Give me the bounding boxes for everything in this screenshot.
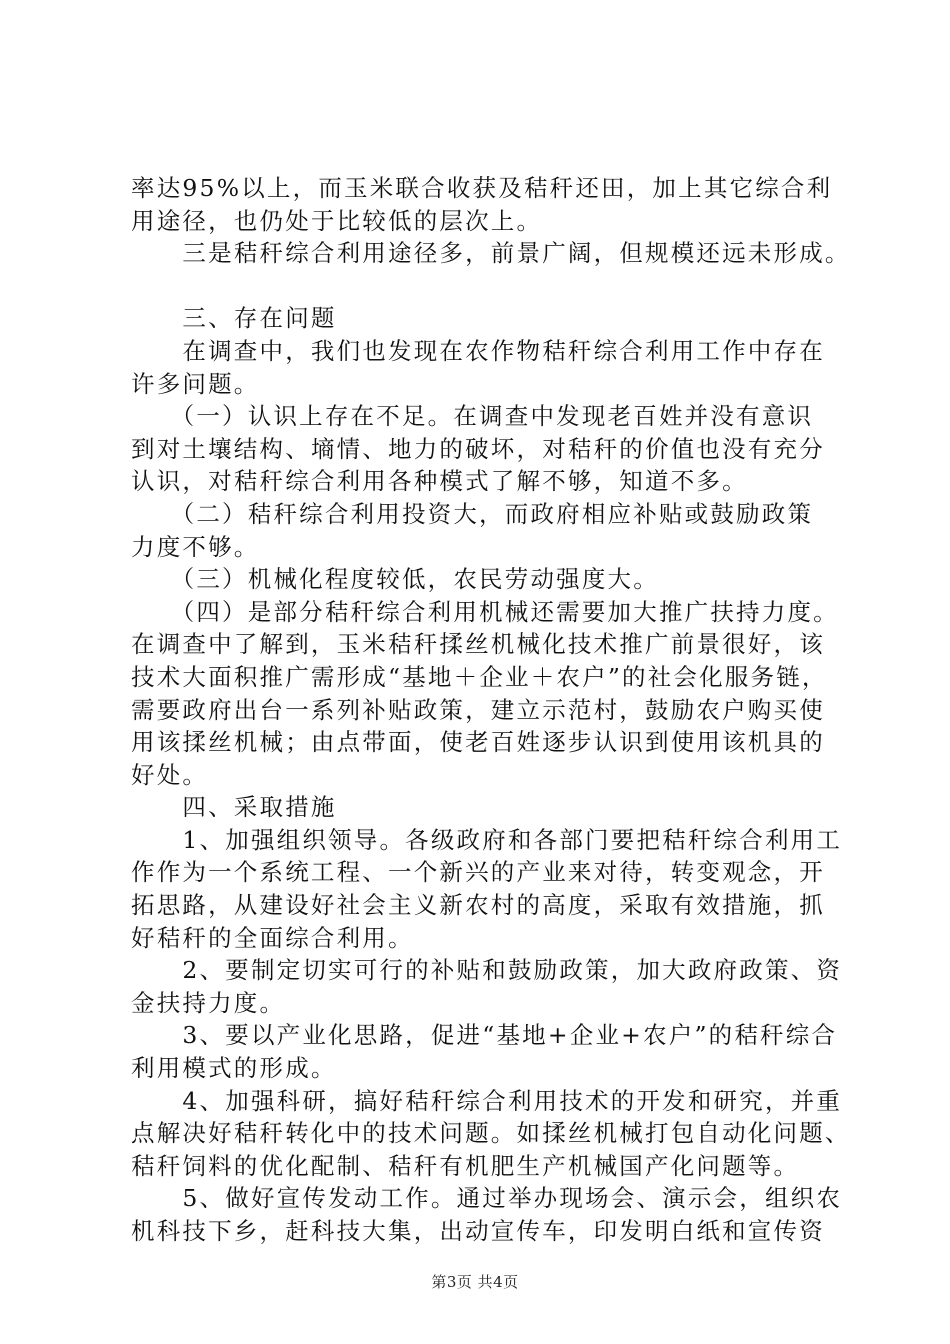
text-line: （二）秸秆综合利用投资大，而政府相应补贴或鼓励政策 xyxy=(131,499,814,528)
text-line: 3、要以产业化思路，促进“基地+企业+农户”的秸秆综合 xyxy=(131,1021,838,1050)
text-line: 机科技下乡，赶科技大集，出动宣传车，印发明白纸和宣传资 xyxy=(131,1217,825,1245)
text-line: （一）认识上存在不足。在调查中发现老百姓并没有意识 xyxy=(131,402,814,431)
text-line: 2、要制定切实可行的补贴和鼓励政策，加大政府政策、资 xyxy=(131,956,843,985)
text-line: 作作为一个系统工程、一个新兴的产业来对待，转变观念，开 xyxy=(131,858,825,887)
text-line: 4、加强科研，搞好秸秆综合利用技术的开发和研究，并重 xyxy=(131,1086,843,1115)
page-number-label: 第3页 共4页 xyxy=(431,1273,519,1291)
text-line: 利用模式的形成。 xyxy=(131,1054,337,1083)
text-line: 5、做好宣传发动工作。通过举办现场会、演示会，组织农 xyxy=(131,1184,843,1213)
body-text xyxy=(131,172,851,1248)
text-line: 用途径，也仍处于比较低的层次上。 xyxy=(131,206,543,235)
text-line: 率达95%以上，而玉米联合收获及秸秆还田，加上其它综合利 xyxy=(131,174,833,202)
text-line: 需要政府出台一系列补贴政策，建立示范村，鼓励农户购买使 xyxy=(131,695,825,724)
section-heading: 四、采取措施 xyxy=(131,793,337,822)
text-line: 三是秸秆综合利用途径多，前景广阔，但规模还远未形成。 xyxy=(131,239,851,268)
text-line: （三）机械化程度较低，农民劳动强度大。 xyxy=(131,565,659,594)
text-line: 认识，对秸秆综合利用各种模式了解不够，知道不多。 xyxy=(131,467,748,496)
text-line: 1、加强组织领导。各级政府和各部门要把秸秆综合利用工 xyxy=(131,825,843,854)
text-line: 许多问题。 xyxy=(131,369,260,398)
text-line: 在调查中，我们也发现在农作物秸秆综合利用工作中存在 xyxy=(131,336,825,365)
text-line: 拓思路，从建设好社会主义新农村的高度，采取有效措施，抓 xyxy=(131,891,825,920)
text-line: 好秸秆的全面综合利用。 xyxy=(131,923,414,952)
text-line: 好处。 xyxy=(131,760,209,789)
text-line: 点解决好秸秆转化中的技术问题。如揉丝机械打包自动化问题、 xyxy=(131,1119,851,1148)
text-line: 力度不够。 xyxy=(131,532,260,561)
section-heading: 三、存在问题 xyxy=(131,304,337,333)
text-line: 秸秆饲料的优化配制、秸秆有机肥生产机械国产化问题等。 xyxy=(131,1151,800,1180)
blank-line xyxy=(131,270,836,303)
text-line: 技术大面积推广需形成“基地＋企业＋农户”的社会化服务链， xyxy=(131,662,828,691)
text-line: 到对土壤结构、墒情、地力的破坏，对秸秆的价值也没有充分 xyxy=(131,434,825,463)
page-footer xyxy=(0,1271,950,1292)
text-line: （四）是部分秸秆综合利用机械还需要加大推广扶持力度。 xyxy=(131,597,839,626)
text-line: 用该揉丝机械；由点带面，使老百姓逐步认识到使用该机具的 xyxy=(131,728,825,757)
text-line: 在调查中了解到，玉米秸秆揉丝机械化技术推广前景很好，该 xyxy=(131,630,825,659)
text-line: 金扶持力度。 xyxy=(131,988,286,1017)
